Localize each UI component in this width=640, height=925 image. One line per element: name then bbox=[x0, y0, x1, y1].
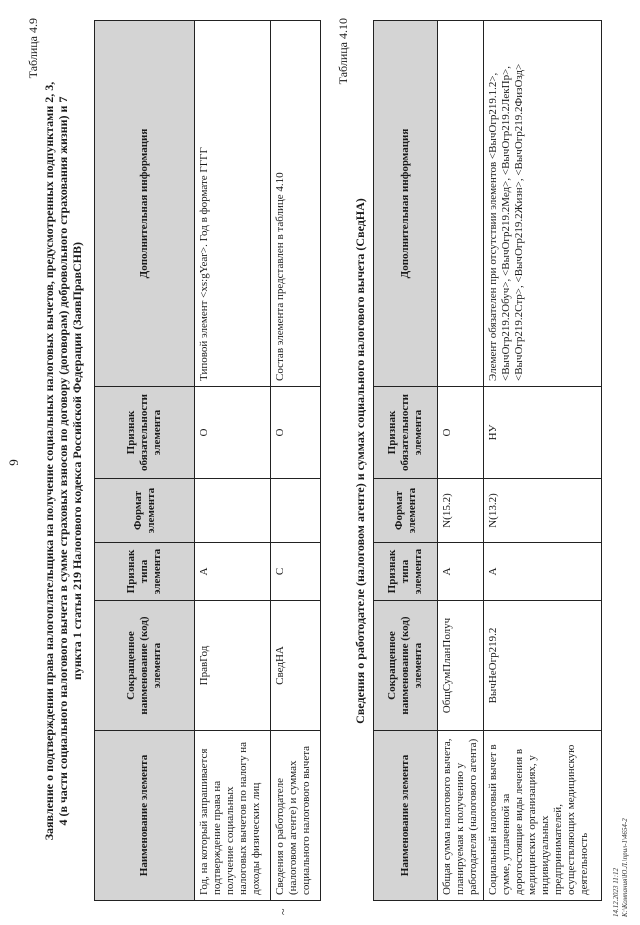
table-cell: С bbox=[271, 543, 321, 601]
table-row bbox=[195, 21, 271, 901]
table-cell: НУ bbox=[484, 387, 602, 479]
footer-timestamp: 14.12.2023 11:12 bbox=[612, 867, 620, 917]
table-cell: А bbox=[195, 543, 271, 601]
table-cell: А bbox=[484, 543, 602, 601]
table-cell: Типовой элемент <xs:gYear>. Год в формате ГГГГ bbox=[195, 21, 271, 387]
table-4-10 bbox=[373, 20, 602, 901]
table-4-10-caption: Таблица 4.10 bbox=[336, 18, 350, 85]
table-row bbox=[438, 21, 484, 901]
header-cell: Дополнительная информация bbox=[374, 21, 438, 387]
table-4-10-title: Сведения о работодателе (налоговом агенте) и суммах социального налогового вычета (СведНА) bbox=[353, 198, 367, 724]
table-cell: А bbox=[438, 543, 484, 601]
table-cell: Год, на который запрашивается подтверждение права на получение социальных налоговых вычетов по налогу на доходы физических лиц bbox=[195, 731, 271, 901]
table-4-9-title-line: пункта 1 статьи 219 Налогового кодекса Российской Федерации (ЗаявПравСНВ) bbox=[70, 241, 84, 681]
header-cell: Признак обязательности элемента bbox=[374, 387, 438, 479]
table-cell bbox=[438, 21, 484, 387]
header-cell: Формат элемента bbox=[95, 479, 195, 543]
table-4-9 bbox=[94, 20, 321, 901]
table-cell: N(13.2) bbox=[484, 479, 602, 543]
table-4-9-title bbox=[42, 21, 84, 901]
header-cell: Сокращенное наименование (код) элемента bbox=[95, 601, 195, 731]
table-cell: Состав элемента представлен в таблице 4.10 bbox=[271, 21, 321, 387]
table-4-9-title-line: Заявление о подтверждении права налогоплательщика на получение социальных налоговых вычетов, предусмотренных подпунктами 2, 3, bbox=[42, 81, 56, 841]
table-cell: Элемент обязателен при отсутствии элементов <ВычОгр219.1.2>, <ВычОгр219.2Обуч>, <ВычОгр219.2Мед>, <ВычОгр219.2ЛекПр>, <ВычОгр219.2Стр>, <ВычОгр219.2Жизн>, <ВычОгр219.2ФизОзд> bbox=[484, 21, 602, 387]
header-cell: Наименование элемента bbox=[95, 731, 195, 901]
table-4-9-title-line: 4 (в части социального налогового вычета в сумме страховых взносов по договору (договорам) добровольного страхования жизни) и 7 bbox=[56, 96, 70, 826]
page-number: 9 bbox=[6, 459, 21, 466]
table-row bbox=[484, 21, 602, 901]
table-cell: О bbox=[195, 387, 271, 479]
table-cell: Социальный налоговый вычет в сумме, уплаченной за дорогостоящие виды лечения в медицинских организациях, у индивидуальных предпринимателей, осуществляющих медицинскую деятельность bbox=[484, 731, 602, 901]
table-cell: ВычНеОгр219.2 bbox=[484, 601, 602, 731]
header-cell: Признак типа элемента bbox=[95, 543, 195, 601]
table-cell: Общая сумма налогового вычета, планируемая к получению у работодателя (налогового агента) bbox=[438, 731, 484, 901]
header-cell: Наименование элемента bbox=[374, 731, 438, 901]
footer-file-path: К:\Компания\Ю.Л.\прил-1\4654-2 bbox=[621, 818, 629, 917]
table-cell: ОбщСумПланПолуч bbox=[438, 601, 484, 731]
header-cell: Дополнительная информация bbox=[95, 21, 195, 387]
document-footer bbox=[612, 818, 630, 917]
header-cell: Формат элемента bbox=[374, 479, 438, 543]
table-cell: Сведения о работодателе (налоговом агенте) и суммах социального налогового вычета bbox=[271, 731, 321, 901]
table-cell bbox=[271, 479, 321, 543]
table-row bbox=[271, 21, 321, 901]
table-header-row bbox=[374, 21, 438, 901]
header-cell: Признак типа элемента bbox=[374, 543, 438, 601]
table-cell bbox=[195, 479, 271, 543]
header-cell: Сокращенное наименование (код) элемента bbox=[374, 601, 438, 731]
table-4-9-caption: Таблица 4.9 bbox=[26, 18, 40, 79]
table-cell: О bbox=[438, 387, 484, 479]
table-header-row bbox=[95, 21, 195, 901]
table-cell: ПравГод bbox=[195, 601, 271, 731]
margin-mark: ~ bbox=[276, 908, 290, 915]
table-cell: СведНА bbox=[271, 601, 321, 731]
table-cell: О bbox=[271, 387, 321, 479]
header-cell: Признак обязательности элемента bbox=[95, 387, 195, 479]
table-cell: N(15.2) bbox=[438, 479, 484, 543]
